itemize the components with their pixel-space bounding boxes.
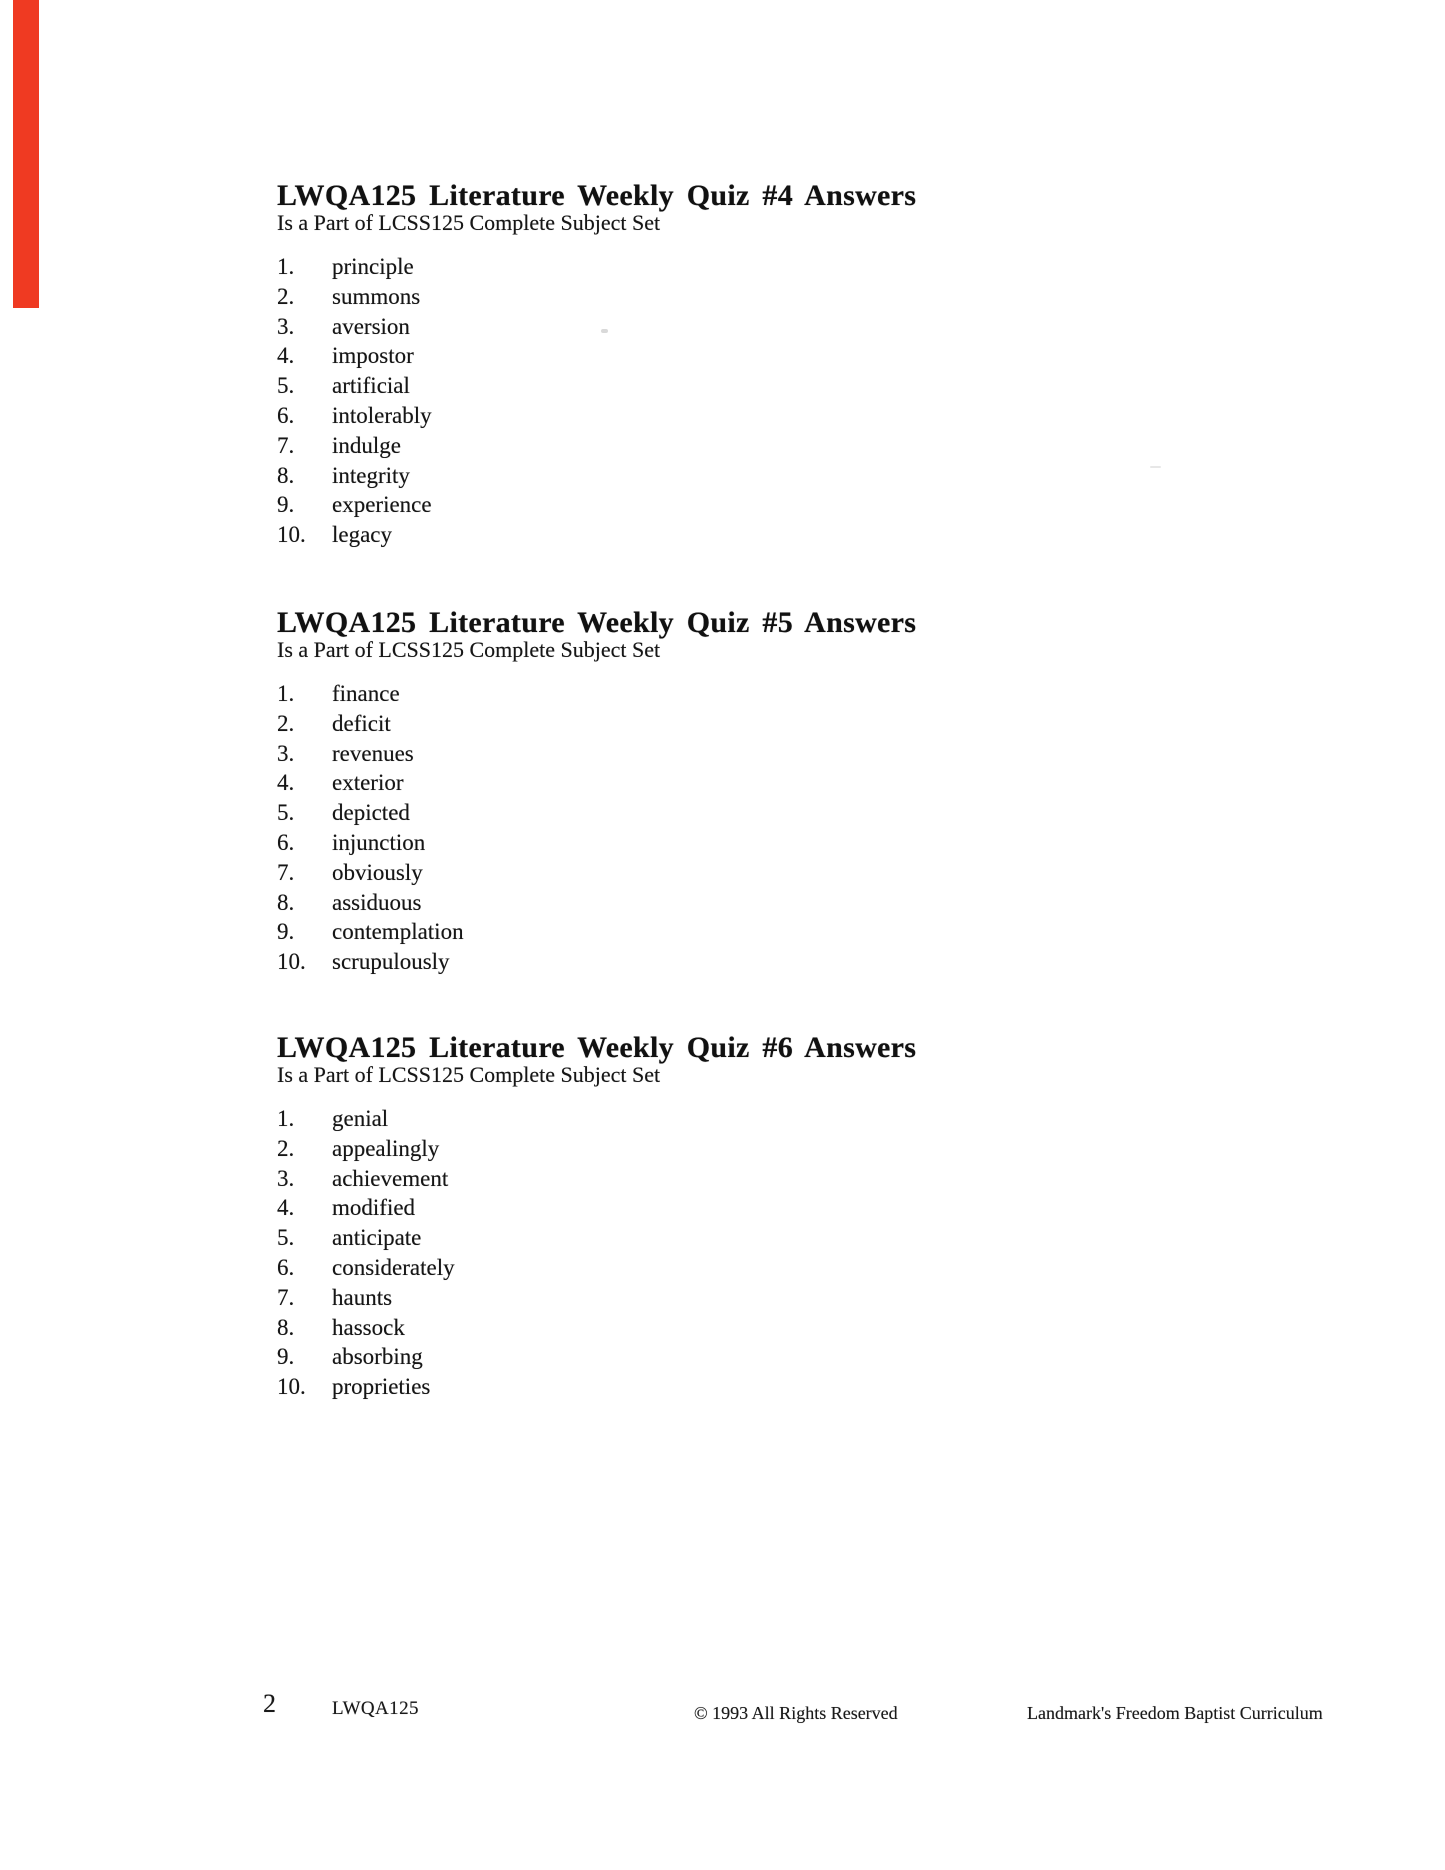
answer-row [277, 1372, 455, 1402]
answer-number: 9. [277, 919, 295, 945]
answer-row [277, 917, 464, 947]
answer-word: scrupulously [332, 949, 450, 975]
answer-word: legacy [332, 522, 393, 548]
answer-number: 2. [277, 283, 295, 309]
answer-row [277, 1342, 455, 1372]
answer-number: 3. [277, 1165, 295, 1191]
answer-row [277, 341, 432, 371]
answer-number: 6. [277, 1254, 295, 1280]
answer-row [277, 401, 432, 431]
answer-number: 8. [277, 889, 295, 915]
quiz-title: LWQA125 Literature Weekly Quiz #5 Answers [277, 606, 917, 639]
answer-word: impostor [332, 343, 414, 369]
answer-number: 10. [277, 522, 306, 548]
answer-number: 10. [277, 949, 306, 975]
answer-word: depicted [332, 800, 410, 826]
answer-word: artificial [332, 373, 410, 399]
answer-word: anticipate [332, 1225, 422, 1251]
answer-number: 2. [277, 710, 295, 736]
scan-speckle [601, 329, 608, 333]
answer-number: 1. [277, 681, 295, 706]
answer-number: 7. [277, 859, 295, 885]
answer-word: genial [332, 1106, 389, 1131]
answer-number: 6. [277, 829, 295, 855]
answer-word: principle [332, 254, 414, 279]
answer-word: indulge [332, 432, 401, 458]
answer-number: 4. [277, 1195, 295, 1221]
answer-row [277, 679, 464, 709]
answer-list [277, 1104, 455, 1402]
answer-word: considerately [332, 1254, 455, 1280]
footer-doc-code: LWQA125 [332, 1698, 419, 1719]
answer-row [277, 252, 432, 282]
answer-row [277, 828, 464, 858]
answer-word: exterior [332, 770, 404, 796]
answer-number: 5. [277, 800, 295, 826]
scan-artifact-red-bar [13, 0, 39, 308]
answer-word: hassock [332, 1314, 405, 1340]
answer-number: 1. [277, 254, 295, 279]
answer-row [277, 520, 432, 550]
quiz-title: LWQA125 Literature Weekly Quiz #6 Answers [277, 1031, 917, 1064]
quiz-subtitle: Is a Part of LCSS125 Complete Subject Set [277, 210, 661, 235]
quiz-subtitle: Is a Part of LCSS125 Complete Subject Set [277, 1062, 661, 1087]
answer-list [277, 252, 432, 550]
quiz-subtitle: Is a Part of LCSS125 Complete Subject Set [277, 637, 661, 662]
answer-number: 5. [277, 373, 295, 399]
answer-number: 4. [277, 343, 295, 369]
answer-row [277, 312, 432, 342]
answer-number: 9. [277, 1344, 295, 1370]
answer-row [277, 1104, 455, 1134]
answer-row [277, 461, 432, 491]
quiz-title: LWQA125 Literature Weekly Quiz #4 Answers [277, 179, 917, 212]
scan-speckle [1150, 466, 1161, 468]
answer-word: obviously [332, 859, 423, 885]
answer-word: proprieties [332, 1374, 431, 1400]
answer-number: 9. [277, 492, 295, 518]
answer-row [277, 1193, 455, 1223]
answer-number: 3. [277, 740, 295, 766]
answer-row [277, 947, 464, 977]
answer-row [277, 371, 432, 401]
answer-row [277, 888, 464, 918]
answer-row [277, 431, 432, 461]
answer-number: 8. [277, 462, 295, 488]
footer-copyright: © 1993 All Rights Reserved [694, 1703, 898, 1723]
answer-number: 1. [277, 1106, 295, 1131]
answer-word: absorbing [332, 1344, 423, 1370]
answer-number: 3. [277, 313, 295, 339]
answer-word: modified [332, 1195, 416, 1221]
answer-number: 5. [277, 1225, 295, 1251]
answer-number: 8. [277, 1314, 295, 1340]
answer-word: assiduous [332, 889, 422, 915]
answer-row [277, 490, 432, 520]
answer-row [277, 1164, 455, 1194]
answer-row [277, 798, 464, 828]
answer-word: contemplation [332, 919, 464, 945]
answer-word: intolerably [332, 402, 432, 428]
answer-word: integrity [332, 462, 410, 488]
answer-number: 4. [277, 770, 295, 796]
answer-word: appealingly [332, 1135, 440, 1161]
answer-row [277, 1253, 455, 1283]
answer-word: aversion [332, 313, 410, 339]
answer-word: injunction [332, 829, 426, 855]
answer-word: finance [332, 681, 400, 706]
answer-word: deficit [332, 710, 391, 736]
answer-number: 10. [277, 1374, 306, 1400]
answer-row [277, 858, 464, 888]
answer-row [277, 709, 464, 739]
answer-row [277, 1134, 455, 1164]
answer-row [277, 768, 464, 798]
page-number: 2 [263, 1689, 276, 1718]
answer-row [277, 1283, 455, 1313]
footer-publisher: Landmark's Freedom Baptist Curriculum [1027, 1703, 1323, 1723]
answer-row [277, 1223, 455, 1253]
answer-word: revenues [332, 740, 414, 766]
answer-word: achievement [332, 1165, 449, 1191]
answer-number: 7. [277, 432, 295, 458]
answer-word: haunts [332, 1284, 393, 1310]
answer-row [277, 739, 464, 769]
answer-number: 7. [277, 1284, 295, 1310]
answer-row [277, 282, 432, 312]
answer-word: experience [332, 492, 432, 518]
answer-row [277, 1313, 455, 1343]
answer-number: 6. [277, 402, 295, 428]
answer-word: summons [332, 283, 421, 309]
answer-number: 2. [277, 1135, 295, 1161]
answer-list [277, 679, 464, 977]
